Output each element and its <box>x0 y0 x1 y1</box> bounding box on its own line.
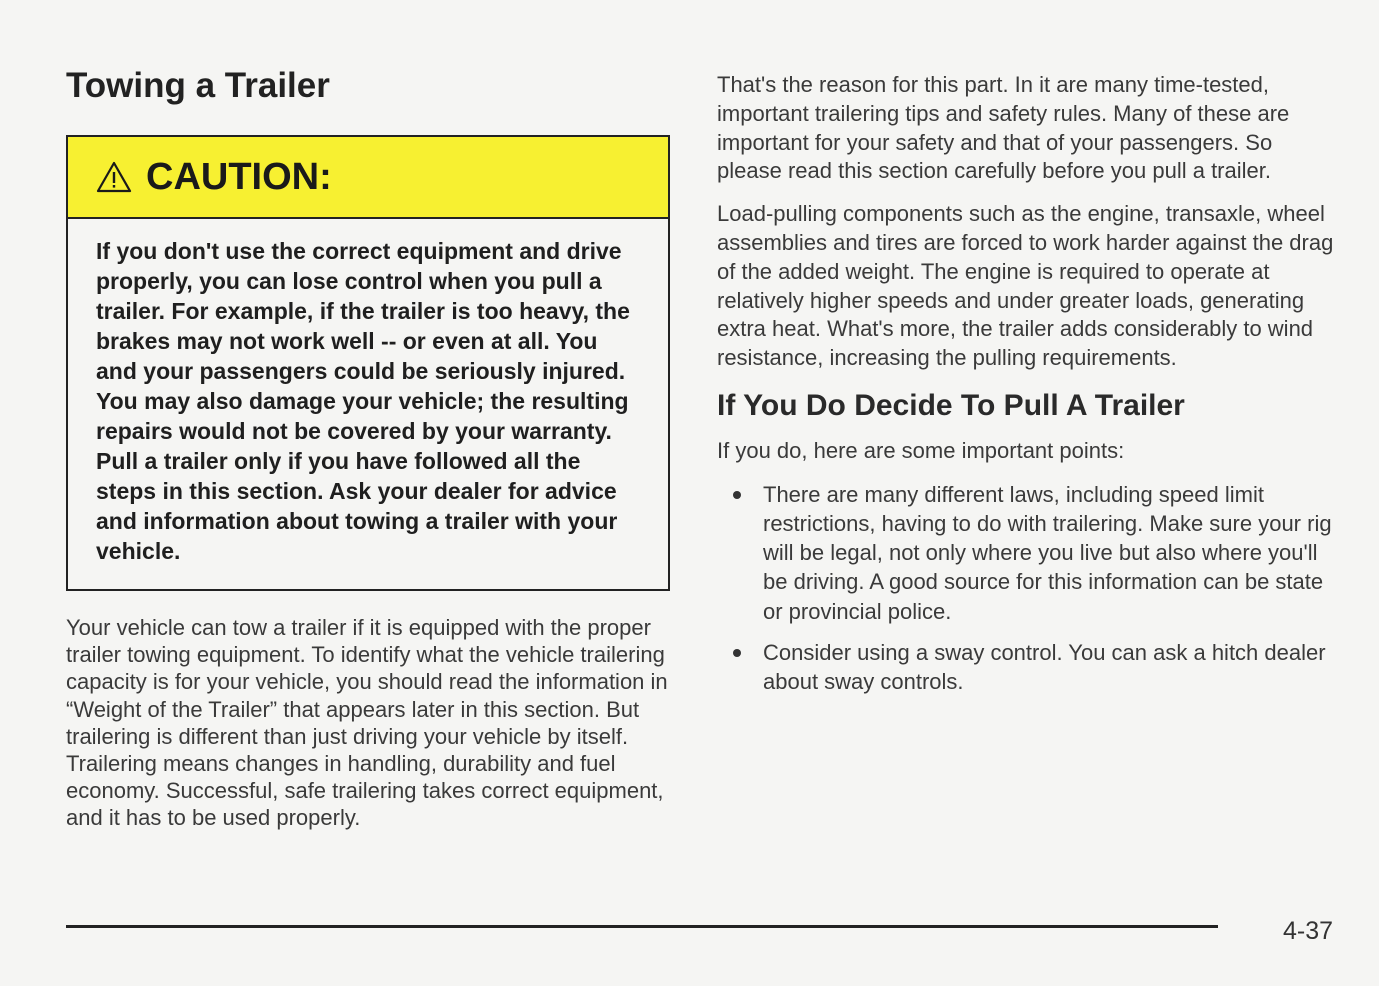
footer-rule <box>66 925 1218 928</box>
page-number: 4-37 <box>1283 917 1334 945</box>
page-title: Towing a Trailer <box>66 66 330 105</box>
caution-label: CAUTION: <box>146 155 332 198</box>
bullet-icon <box>733 649 741 657</box>
bullet-icon <box>733 491 741 499</box>
list-item-text: There are many different laws, including speed limit restrictions, having to do with trailering. Make sure your rig will be legal, not only where you live but also where you'll be driving. A good source for this information can be state or provincial police. <box>763 481 1332 624</box>
paragraph: That's the reason for this part. In it are many time-tested, important trailering tips and safety rules. Many of these are important for your safety and that of your passengers. So please read this section carefully before you pull a trailer. <box>717 72 1290 184</box>
caution-box <box>66 135 670 591</box>
right-column <box>717 71 1335 708</box>
section-intro: If you do, here are some important points: <box>717 437 1125 463</box>
section-heading: If You Do Decide To Pull A Trailer <box>717 388 1185 422</box>
list-item-text: Consider using a sway control. You can ask a hitch dealer about sway controls. <box>763 639 1326 694</box>
intro-paragraph: Your vehicle can tow a trailer if it is equipped with the proper trailer towing equipment. To identify what the vehicle trailering capacity is for your vehicle, you should read the information in “Weight of the Trailer” that appears later in this section. But trailering is different than just driving your vehicle by itself. Trailering means changes in handling, durability and fuel economy. Successful, safe trailering takes correct equipment, and it has to be used properly. <box>66 615 668 831</box>
caution-header <box>68 137 668 219</box>
caution-text: If you don't use the correct equipment and drive properly, you can lose control when you pull a trailer. For example, if the trailer is too heavy, the brakes may not work well -- or even at all. You and your passengers could be seriously injured. You may also damage your vehicle; the resulting repairs would not be covered by your warranty. Pull a trailer only if you have followed all the steps in this section. Ask your dealer for advice and information about towing a trailer with your vehicle. <box>96 238 630 564</box>
list-item <box>717 480 1335 626</box>
warning-triangle-icon <box>96 161 132 193</box>
paragraph: Load-pulling components such as the engine, transaxle, wheel assemblies and tires are forced to work harder against the drag of the added weight. The engine is required to operate at relatively higher speeds and under greater loads, generating extra heat. What's more, the trailer adds considerably to wind resistance, increasing the pulling requirements. <box>717 201 1334 371</box>
list-item <box>717 638 1335 696</box>
bullet-list <box>717 480 1335 696</box>
